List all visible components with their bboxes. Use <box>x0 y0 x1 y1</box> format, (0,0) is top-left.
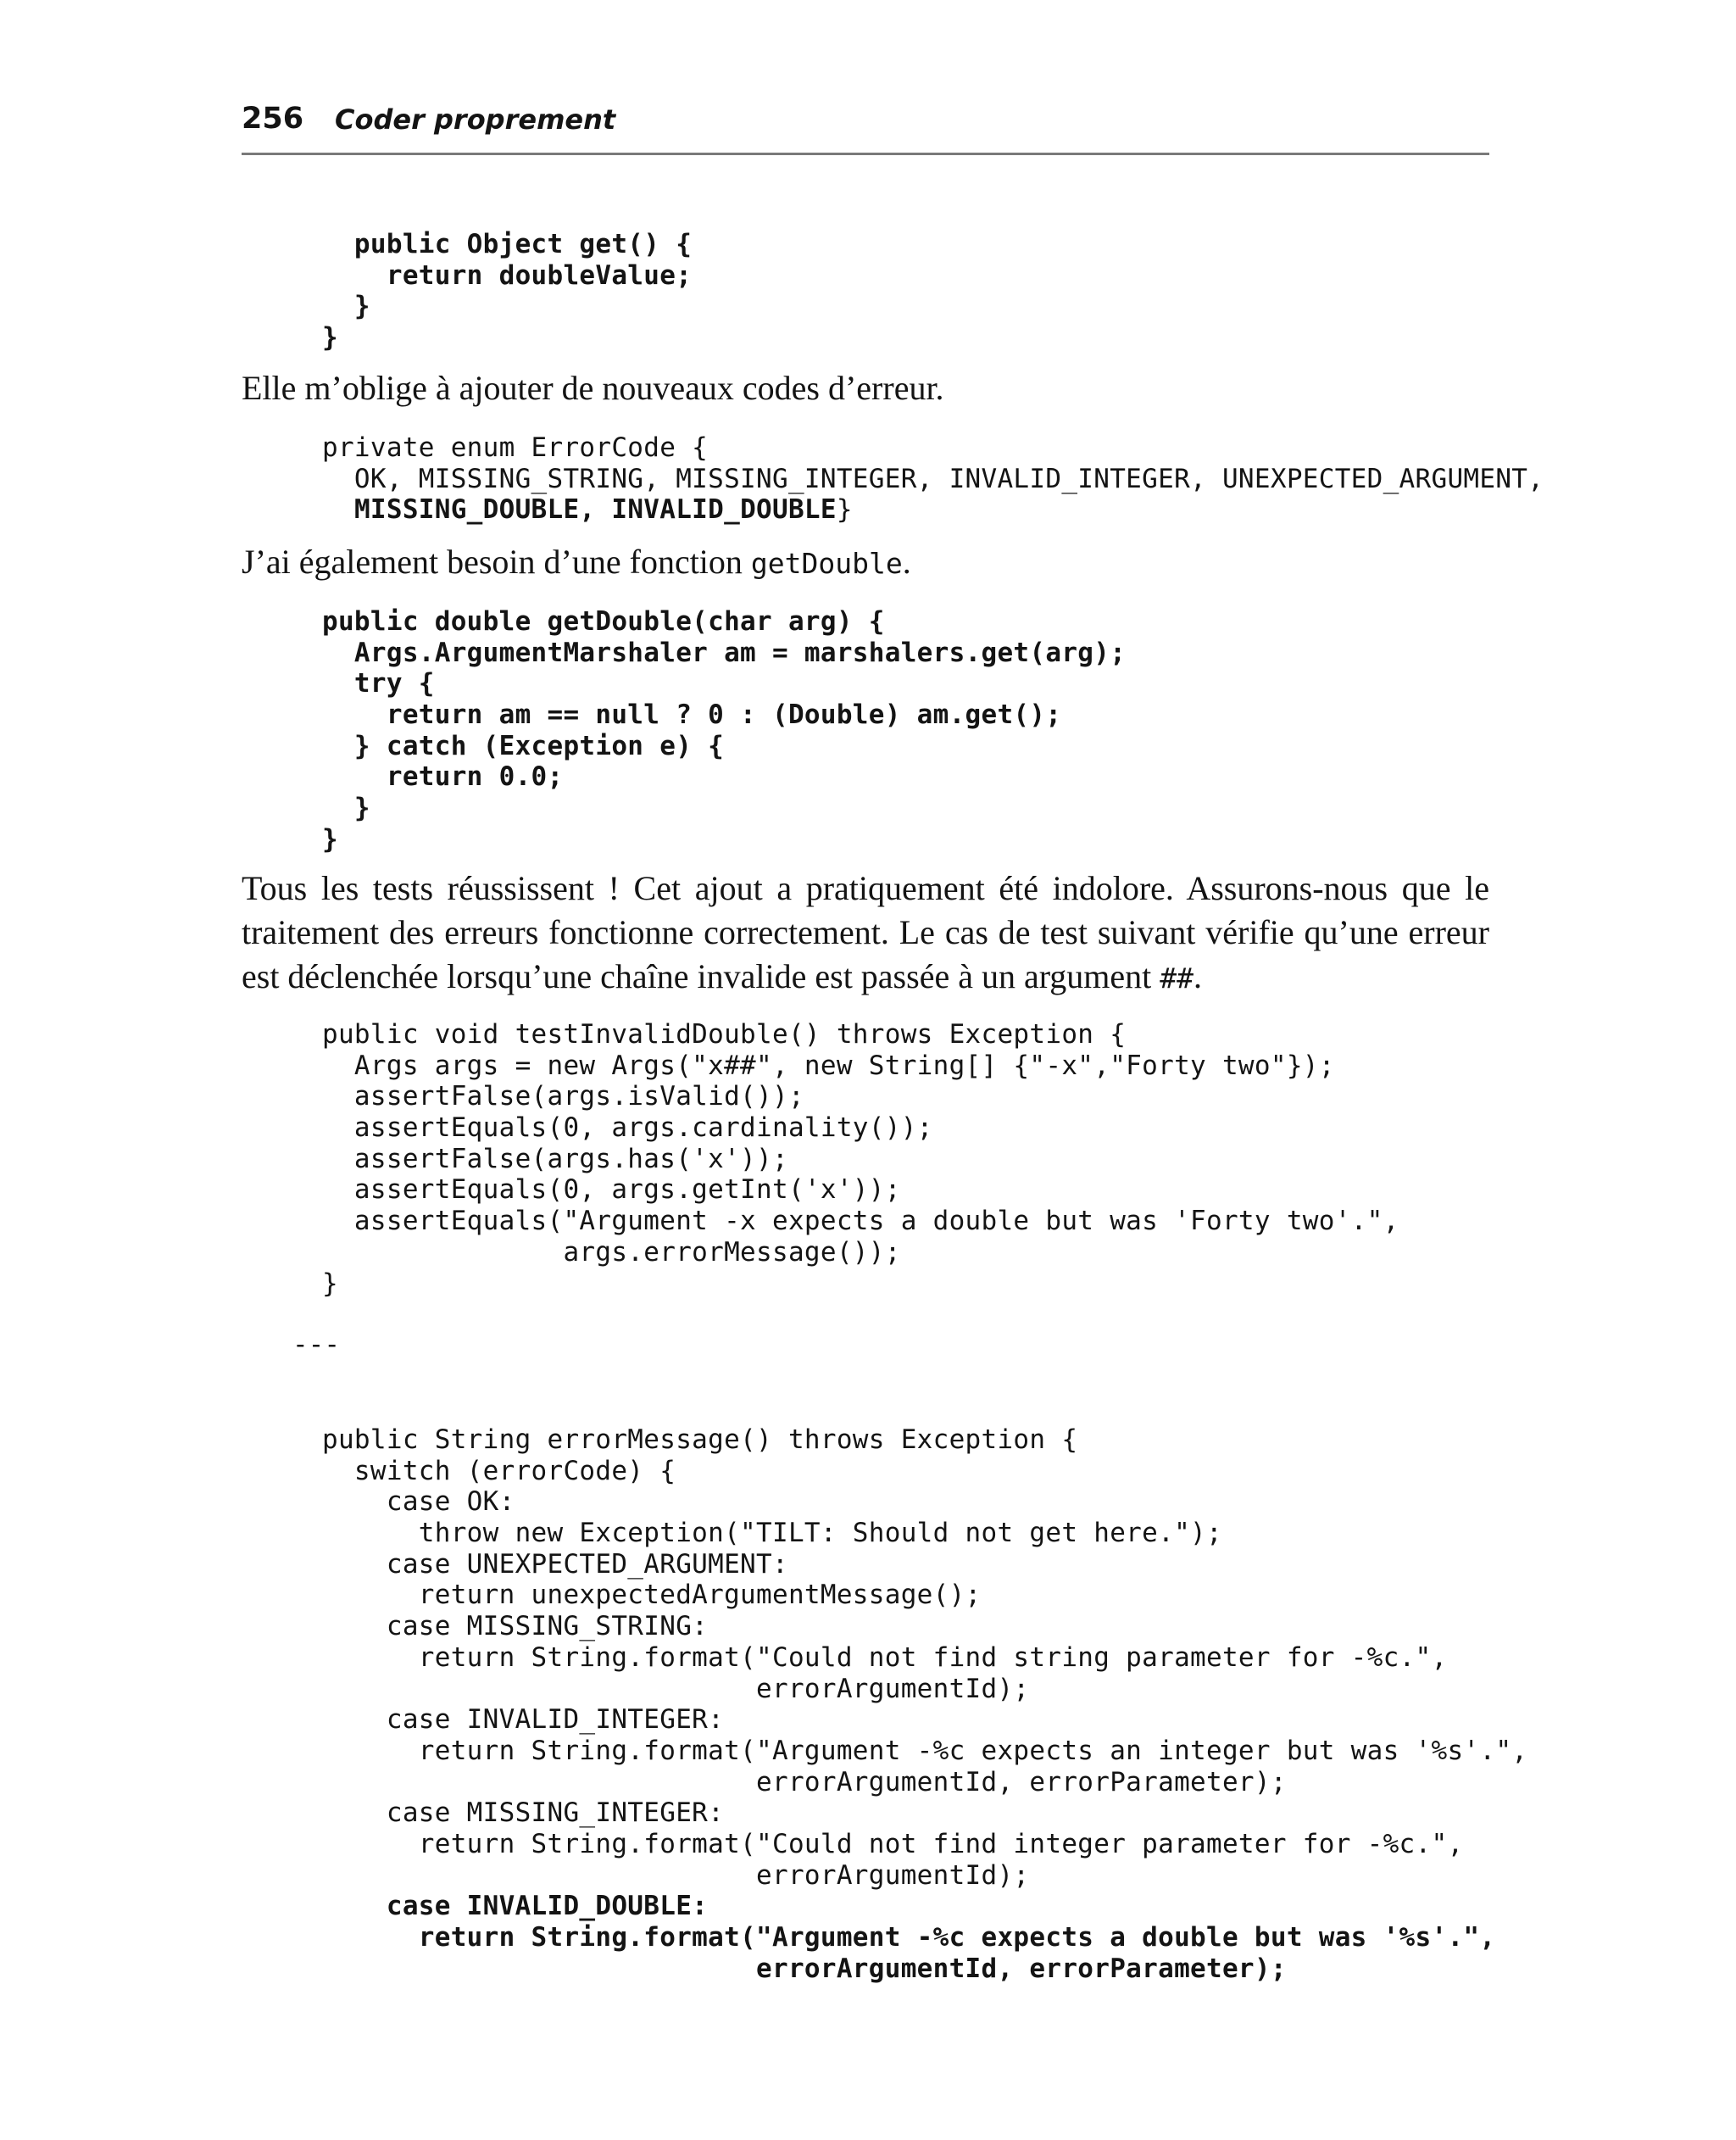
code-line: } <box>322 823 338 855</box>
code-line: case MISSING_STRING: <box>322 1611 709 1642</box>
code-line: return String.format("Argument -%c expects an integer but was '%s'.", <box>322 1735 1528 1766</box>
code-indent <box>322 494 354 525</box>
code-block-test-invalid-double <box>322 1019 1399 1299</box>
inline-code: getDouble <box>750 547 903 580</box>
code-line: assertFalse(args.has('x')); <box>322 1143 788 1174</box>
paragraph-tests-pass <box>242 867 1489 1000</box>
code-block-getdouble <box>322 606 1126 855</box>
code-line: public Object get() { <box>322 229 693 259</box>
paragraph-getdouble <box>242 540 1489 586</box>
code-line: return String.format("Could not find string parameter for -%c.", <box>322 1641 1448 1673</box>
code-line: errorArgumentId, errorParameter); <box>322 1766 1287 1797</box>
paragraph-error-codes <box>242 366 1489 410</box>
code-line: OK, MISSING_STRING, MISSING_INTEGER, INVALID_INTEGER, UNEXPECTED_ARGUMENT, <box>322 463 1544 494</box>
code-line: public double getDouble(char arg) { <box>322 606 885 637</box>
code-line: switch (errorCode) { <box>322 1455 676 1486</box>
code-line: case INVALID_INTEGER: <box>322 1704 725 1736</box>
separator: --- <box>292 1329 340 1360</box>
code-line: return 0.0; <box>322 761 564 793</box>
code-line: case OK: <box>322 1486 515 1518</box>
code-line: public void testInvalidDouble() throws Exception { <box>322 1019 1127 1050</box>
code-block-error-enum <box>322 432 1544 526</box>
code-line-highlight: case INVALID_DOUBLE: <box>322 1891 709 1922</box>
code-line: errorArgumentId); <box>322 1859 1030 1891</box>
paragraph-text: J’ai également besoin d’une fonction <box>242 543 751 581</box>
code-block-get-method <box>322 229 692 354</box>
page-number: 256 <box>242 102 304 136</box>
code-line: } <box>322 322 338 354</box>
paragraph-text: Elle m’oblige à ajouter de nouveaux codes d’erreur. <box>242 369 944 407</box>
code-line: return am == null ? 0 : (Double) am.get(); <box>322 699 1062 731</box>
code-line: Args args = new Args("x##", new String[] {"-x","Forty two"}); <box>322 1050 1335 1081</box>
code-block-error-message <box>322 1424 1527 1984</box>
paragraph-tail: . <box>1194 957 1203 995</box>
code-line: assertFalse(args.isValid()); <box>322 1081 804 1112</box>
page-header <box>242 100 1489 155</box>
code-line: } <box>322 291 370 322</box>
code-line-highlight: errorArgumentId, errorParameter); <box>322 1953 1287 1984</box>
code-line: case MISSING_INTEGER: <box>322 1797 725 1829</box>
running-title: Coder proprement <box>335 103 616 136</box>
code-line: Args.ArgumentMarshaler am = marshalers.get(arg); <box>322 637 1127 668</box>
code-line: private enum ErrorCode { <box>322 432 709 463</box>
code-line: } <box>322 793 370 824</box>
paragraph-text: Tous les tests réussissent ! Cet ajout a pratiquement été indolore. Assurons-nous que le traitement des erreurs fonctionne correctement. Le cas de test suivant vérifie qu’une erreur est déclenchée lorsqu’une chaîne invalide est passée à un argument <box>242 869 1489 995</box>
code-line: return String.format("Could not find integer parameter for -%c.", <box>322 1828 1464 1859</box>
code-line: throw new Exception("TILT: Should not get here."); <box>322 1518 1222 1549</box>
code-line: assertEquals(0, args.cardinality()); <box>322 1112 933 1144</box>
code-line: assertEquals("Argument -x expects a double but was 'Forty two'.", <box>322 1206 1399 1237</box>
code-line: } <box>322 1268 338 1299</box>
code-line: } catch (Exception e) { <box>322 730 725 761</box>
code-line: return doubleValue; <box>322 259 693 291</box>
code-line: try { <box>322 668 435 699</box>
paragraph-tail: . <box>902 543 911 581</box>
code-line: case UNEXPECTED_ARGUMENT: <box>322 1548 788 1580</box>
code-tail: } <box>836 494 853 526</box>
inline-code: ## <box>1160 961 1194 995</box>
code-line: return unexpectedArgumentMessage(); <box>322 1580 982 1611</box>
code-highlight: MISSING_DOUBLE, INVALID_DOUBLE <box>353 494 837 526</box>
code-line: assertEquals(0, args.getInt('x')); <box>322 1174 901 1206</box>
code-line: args.errorMessage()); <box>322 1236 901 1268</box>
code-line: public String errorMessage() throws Exception { <box>322 1424 1078 1455</box>
code-line-mixed <box>322 494 1544 526</box>
code-line-highlight: return String.format("Argument -%c expects a double but was '%s'.", <box>322 1922 1496 1953</box>
code-line: errorArgumentId); <box>322 1673 1030 1704</box>
